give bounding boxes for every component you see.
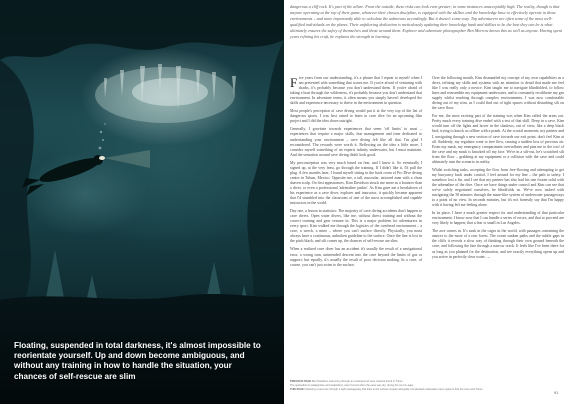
photo-caption: Floating, suspended in total darkness, it's almost impossible to reorientate yourself. Up and down become ambiguous, and without any training in how to handle the situation, your chances of self-rescue are slim [14, 341, 261, 381]
article-paragraph: Day one, a lesson in statistics: The majority of cave diving accidents don't happen to cave divers. Open water divers, like me, without direct training and without the correct training and gear venture in. This is a major problem for adventurers in every sport. Kim walked me through the logistics of the overhead environment – a cave, a wreck, a mine – where you can't surface directly. Physically, you must always have a continuous, unbroken guideline to the surface. Once the line is lost in the pitch black, and silt comes up, the chances of self-rescue are slim. [290, 209, 422, 244]
article-paragraph: Over the following month, Kim dismantled my concept of my own capabilities as a diver, refining my skills and systems with an attention to detail that made me feel like I was really only a novice. Kim taught me to navigate blindfolded, to follow lines and reassemble my equipment underwater, and to constantly recalibrate my gas supply whilst reaching through complex environments. I was now comfortable diving out of my trim, as I could find out of tight spaces without disturbing silt on the cave floor. [432, 76, 564, 111]
article-body [290, 76, 564, 376]
drop-cap: F [290, 76, 298, 90]
article-paragraph: My preconception was very much based on fear, and I knew it. So eventually I signed up, at the very least, go through the training. If I didn't like it, I'd pull the plug. A few months later, I found myself sitting in the back room of Pro Dive diving centre in Tulum, Mexico. Opposite me, a tall, muscular, tattooed man with a clean shaven scalp. On first appearances, Kim Davidson struck me more as a bouncer than a diver, or even a professional 'adrenaline junkie'. As Kim gave me a breakdown of his experience as a cave diver, explorer and instructor, it quickly became apparent that I'd stumbled into the classroom of one of the most accomplished and capable instructors in the world. [290, 160, 422, 206]
page-number: 91 [554, 390, 559, 395]
credit-line-2: The speleothems (stalagmites and stalactites), were formed when the cave was dry, during the Ice Ice ages [290, 383, 414, 387]
credit-line-this-page: THIS PAGE Following a cave line through a tight passageway that links to the surface reveals alongside complicated underwater cave systems that the ones and Tulum [290, 387, 483, 391]
article-intro: dangerous a cliff rock. It's part of the allure. From the outside, these risks can look even greater; in some instances unacceptably high. The reality, though is that anyone operating at the top of their game, whatever their chosen discipline, is equipped with the skillset and the knowledge base to effectively operate in those environments – and more importantly able to calculate the unknowns accordingly. But it doesn't come easy. Top adventurers are often some of the most well-qualified individuals on the planet. Their unfaltering dedication is meticulously updating their knowledge bank and skillset to be the best they can be is what ultimately ensures the safety of themselves and those around them. Explorer and adventure photographer Ben Morrow knows this as well as anyone. Having spent years refining his craft, he explains the strength in learning. [290, 4, 562, 39]
continue-arrow-icon: → [486, 254, 491, 259]
article-page [290, 0, 570, 404]
article-paragraph: Whilst switching tasks, accepting the flow from free-flowing and attempting to get my buoyancy back under control, I feel around for my line – the path to safety. I somehow lost a fin, and I see that my partner has also had his one frozen solid with the adrenaline of the dive. Once we have things under control and Kim can see that we've safely negotiated ourselves, he blindfolds us. We've now tasked with navigating the 50 minutes through the maze-like system of underwater passageways to a point of no view. In seconds minutes, but it's not honestly say that I'm happy with it having left me feeling alone. [432, 167, 564, 208]
article-paragraph: When a realised cave diver has an accident it's usually the result of a navigational error, a wrong turn, unintended descent into the cave beyond the limits of gas or support; but equally, it's usually the result of poor decision making. In a cave, of course, you can't just swim to the surface. [290, 247, 422, 267]
article-paragraph: For me, the most exciting part of the training was when Kim called the areas out. Pretty much every training dive ended with a test of that skill. Deep in a cave, Kim would turn off the lights and hover in the shadows, out of view, like a deep black bird, trying to knock us offline with a prank. At the crucial moments, my partner and I, navigating through a new section of cave towards our exit point, don't feel Kim at all. Suddenly, my regulator went to free flow, causing a sudden loss of precious air. From my mask, my emergency compartment overinflates and pins me to the roof of the cave and my mask is knocked off my face. We're in a silt-out, he's scratched silt from the floor – grabbing at my equipment or a collision with the cave and could ultimately ruin the scenario in reality. [432, 114, 564, 164]
article-paragraph-last: The awe comes in. It's sunk in the cages in the world, with passages containing the answer to the more of a rear forest. The ocean sunken paths and the subtle gaps in the cliffs it reveals a slow way of thinking through their own ground beneath the cave, and following the line through a narrow crack. It feels like I've been there for as long as you planned for the destination, and see exactly everything opens up and you arrive in perfectly clear water. → [432, 229, 564, 259]
article-paragraph: Generally, I gravitate towards experiences that seem 'off limits' to most – experiences that require a major skills, fear management and time dedicated to understanding your environment – cave diving felt like all that. I'm glad I reconsidered. The rewards were worth it. Reflecting on the idea a little more, I consider myself something of an experts infinity underwater, but I must maintain. And the sensation around cave diving didn't look good. [290, 127, 422, 157]
credit-line-previous-page: PREVIOUS PAGE Ben Davidson swimming through an underground cave network found in Tulum [290, 380, 403, 383]
photo-credits [290, 380, 552, 392]
diver-silhouette [22, 150, 150, 196]
article-paragraph: In its place, I have a much greater respect for and understanding of that particular environment. I know now that I can handle a series of errors, and that to proceed are very likely to happen; that a fear is small in Las Angeles. [432, 211, 564, 226]
cave-diver-photo [0, 0, 284, 404]
article-paragraph: Most people's perception of cave diving would put it at the very top of the list of dangerous sports. I was first raised to learn to cave dive for an upcoming film project and I did the idea down outright. [290, 109, 422, 124]
article-paragraph-1: Five years from our understanding, it's a phrase that I repeat to myself when I am presented with something that scares me. If you're afraid of venturing with sharks, it's probably because you don't understand them. If you're afraid of taking a boat through the wilderness, it's probably because you don't understand that environment. In adventure terms, it often means you simply haven't developed the skills and experience necessary to thrive in the environment in question. [290, 76, 422, 106]
